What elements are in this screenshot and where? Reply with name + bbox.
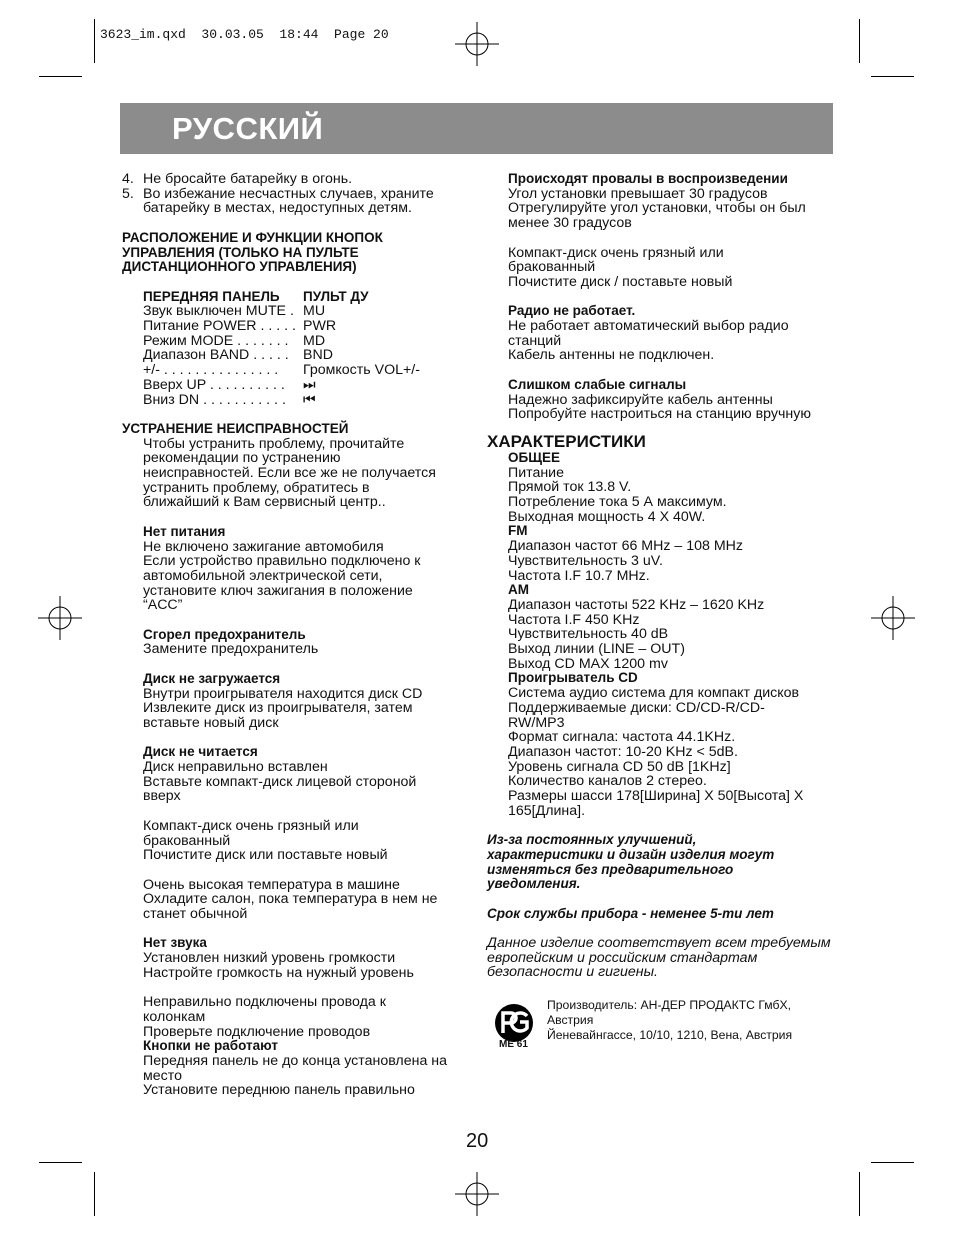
text-line: Потребление тока 5 А максимум.	[508, 494, 727, 511]
text-line: Диапазон BAND . . . . .	[143, 347, 289, 364]
table-row	[143, 393, 472, 408]
logo-label: ME 61	[499, 1039, 528, 1050]
text-line: Диапазон частот 66 MHz – 108 MHz	[508, 538, 744, 555]
manufacturer-info	[547, 998, 837, 1043]
text-line: Производитель: АН-ДЕР ПРОДАКТС ГмбХ,	[547, 998, 792, 1012]
text-line: рекомендации по устранению	[143, 450, 341, 467]
text-line: Отрегулируйте угол установки, чтобы он был	[508, 200, 806, 217]
radio-title: Радио не работает.	[508, 303, 636, 319]
disc-read-title: Диск не читается	[143, 744, 258, 760]
text-line: Чувствительность 3 uV.	[508, 552, 663, 569]
text-line: 165[Длина].	[508, 802, 586, 819]
table-row	[143, 348, 472, 363]
language-banner	[120, 103, 833, 154]
text-line: Во избежание несчастных случаев, храните	[143, 185, 434, 202]
banner-title: РУССКИЙ	[172, 111, 324, 146]
skip-forward-icon: ⏭	[303, 376, 316, 393]
no-sound-title: Нет звука	[143, 935, 207, 951]
text-line: Извлеките диск из проигрывателя, затем	[143, 700, 413, 717]
skip-back-icon: ⏮	[303, 391, 316, 408]
text-line: бракованный	[143, 832, 231, 849]
table-row	[143, 304, 472, 319]
text-line: колонкам	[143, 1008, 206, 1025]
text-line: Установите переднюю панель правильно	[143, 1082, 415, 1099]
text-line: Кабель антенны не подключен.	[508, 347, 715, 364]
text-line: Надежно зафиксируйте кабель антенны	[508, 391, 773, 408]
page-number: 20	[466, 1130, 489, 1152]
improvement-notice	[487, 833, 837, 892]
text-line: Из-за постоянных улучшений,	[487, 832, 697, 848]
text-line: менее 30 градусов	[508, 215, 632, 232]
text-line: место	[143, 1067, 182, 1084]
text-line: +/- . . . . . . . . . . . . . . .	[143, 362, 279, 379]
text-line: Проверьте подключение проводов	[143, 1023, 371, 1040]
text-line: станет обычной	[143, 906, 248, 923]
text-line: Громкость VOL+/-	[303, 362, 420, 379]
fuse-title: Сгорел предохранитель	[143, 626, 306, 642]
text-line: Питание	[508, 464, 565, 481]
text-line: автомобильной электрической сети,	[143, 567, 383, 584]
registration-mark-right	[871, 596, 915, 640]
text-line: Уровень сигнала CD 50 dB [1KHz]	[508, 758, 731, 775]
text-line: Очень высокая температура в машине	[143, 876, 400, 893]
text-line: вверх	[143, 788, 181, 805]
text-line: УПРАВЛЕНИЯ (ТОЛЬКО НА ПУЛЬТЕ	[122, 244, 359, 260]
text-line: Диапазон частоты 522 KHz – 1620 KHz	[508, 596, 765, 613]
text-line: установите ключ зажигания в положение	[143, 582, 413, 599]
troubleshooting-heading: УСТРАНЕНИЕ НЕИСПРАВНОСТЕЙ	[122, 420, 349, 436]
text-line: Передняя панель не до конца установлена на	[143, 1053, 447, 1070]
text-line: MU	[303, 303, 326, 320]
text-line: Не включено зажигание автомобиля	[143, 538, 384, 555]
text-line: Вниз DN . . . . . . . . . . .	[143, 391, 286, 408]
text-line: ДИСТАНЦИОННОГО УПРАВЛЕНИЯ)	[122, 259, 357, 275]
text-line: Неправильно подключены провода к	[143, 994, 386, 1011]
text-line: Йеневайнгассе, 10/10, 1210, Вена, Австрия	[547, 1028, 793, 1042]
table-row	[143, 319, 472, 334]
text-line: FM	[508, 523, 528, 539]
text-line: Установлен низкий уровень громкости	[143, 950, 396, 967]
text-line: устранить проблему, обратитесь в	[143, 479, 370, 496]
text-line: Питание POWER . . . . .	[143, 318, 296, 334]
text-line: Угол установки превышает 30 градусов	[508, 185, 768, 202]
text-line: Диапазон частот: 10-20 KHz < 5dB.	[508, 743, 738, 760]
controls-heading	[122, 231, 472, 275]
compliance-statement	[487, 936, 837, 980]
text-line: Вставьте компакт-диск лицевой стороной	[143, 773, 417, 790]
text-line: Проигрыватель CD	[508, 670, 638, 686]
text-line: Компакт-диск очень грязный или	[508, 244, 724, 261]
disc-load-title: Диск не загружается	[143, 670, 281, 686]
text-line: Частота I.F 10.7 MHz.	[508, 567, 650, 584]
text-line: ОБЩЕЕ	[508, 449, 560, 465]
text-line: безопасности и гигиены.	[487, 964, 658, 981]
text-line: характеристики и дизайн изделия могут	[487, 846, 775, 862]
text-line: Вверх UP . . . . . . . . . .	[143, 376, 285, 393]
text-line: Прямой ток 13.8 V.	[508, 479, 632, 496]
service-life: Срок службы прибора - неменее 5-ти лет	[487, 905, 774, 921]
text-line: Если устройство правильно подключено к	[143, 553, 421, 570]
text-line: Чувствительность 40 dB	[508, 626, 669, 643]
file-slug: 3623_im.qxd 30.03.05 18:44 Page 20	[100, 27, 389, 42]
text-line: Не бросайте батарейку в огонь.	[143, 171, 353, 187]
text-line: РАСПОЛОЖЕНИЕ И ФУНКЦИИ КНОПОК	[122, 229, 383, 245]
text-line: Выход CD MAX 1200 mv	[508, 655, 668, 672]
table-row	[143, 378, 472, 393]
text-line: Замените предохранитель	[143, 641, 319, 658]
right-column	[487, 172, 837, 980]
text-line: AM	[508, 582, 529, 598]
registration-mark-top	[455, 22, 499, 66]
registration-mark-bottom	[455, 1172, 499, 1216]
text-line: Выход линии (LINE – OUT)	[508, 641, 685, 658]
specifications-heading: ХАРАКТЕРИСТИКИ	[487, 431, 646, 451]
text-line: Формат сигнала: частота 44.1KHz.	[508, 729, 736, 746]
text-line: Австрия	[547, 1013, 594, 1027]
specifications	[487, 451, 837, 819]
left-column	[122, 172, 472, 1098]
text-line: Охладите салон, пока температура в нем не	[143, 891, 438, 908]
list-item	[122, 187, 472, 216]
troubleshooting-section	[122, 437, 472, 1099]
text-line: ПУЛЬТ ДУ	[303, 288, 369, 304]
registration-mark-left	[38, 596, 82, 640]
text-line: Диск неправильно вставлен	[143, 759, 328, 776]
text-line: Настройте громкость на нужный уровень	[143, 964, 414, 981]
text-line: вставьте новый диск	[143, 714, 279, 731]
text-line: 4.	[122, 171, 134, 187]
text-line: Чтобы устранить проблему, прочитайте	[143, 435, 405, 452]
text-line: уведомления.	[487, 876, 581, 892]
text-line: Почистите диск / поставьте новый	[508, 273, 733, 290]
text-line: батарейку в местах, недоступных детям.	[143, 200, 412, 217]
text-line: Не работает автоматический выбор радио	[508, 318, 789, 334]
text-line: Данное изделие соответствует всем требуемым	[487, 935, 831, 952]
controls-table	[122, 290, 472, 408]
text-line: RW/MP3	[508, 714, 565, 731]
text-line: изменяться без предварительного	[487, 861, 734, 877]
text-line: Выходная мощность 4 X 40W.	[508, 508, 706, 525]
text-line: Размеры шасси 178[Ширина] X 50[Высота] X	[508, 788, 804, 805]
text-line: Компакт-диск очень грязный или	[143, 817, 359, 834]
text-line: Звук выключен MUTE .	[143, 303, 294, 320]
buttons-title: Кнопки не работают	[143, 1038, 278, 1054]
text-line: европейским и российским стандартам	[487, 949, 758, 966]
text-line: Количество каналов 2 стерео.	[508, 773, 707, 790]
text-line: Система аудио система для компакт дисков	[508, 685, 800, 702]
text-line: Поддерживаемые диски: CD/CD-R/CD-	[508, 699, 765, 716]
no-power-title: Нет питания	[143, 523, 226, 539]
text-line: бракованный	[508, 259, 596, 276]
skip-title: Происходят провалы в воспроизведении	[508, 171, 788, 186]
text-line: PWR	[303, 318, 337, 334]
text-line: “ACC”	[143, 597, 183, 614]
text-line: BND	[303, 347, 333, 364]
text-line: неисправностей. Если все же не получается	[143, 465, 436, 482]
text-line: ПЕРЕДНЯЯ ПАНЕЛЬ	[143, 288, 280, 304]
text-line: 5.	[122, 185, 134, 202]
text-line: Попробуйте настроиться на станцию вручную	[508, 406, 811, 423]
list-item	[122, 172, 472, 187]
text-line: Частота I.F 450 KHz	[508, 611, 640, 628]
text-line: Внутри проигрывателя находится диск CD	[143, 685, 423, 702]
text-line: станций	[508, 332, 562, 349]
text-line: ближайший к Вам сервисный центр..	[143, 494, 386, 511]
text-line: MD	[303, 332, 326, 349]
text-line: Почистите диск или поставьте новый	[143, 847, 388, 864]
table-row	[143, 334, 472, 349]
weak-signal-title: Слишком слабые сигналы	[508, 376, 687, 392]
table-row	[143, 363, 472, 378]
text-line: Режим MODE . . . . . . .	[143, 332, 289, 349]
